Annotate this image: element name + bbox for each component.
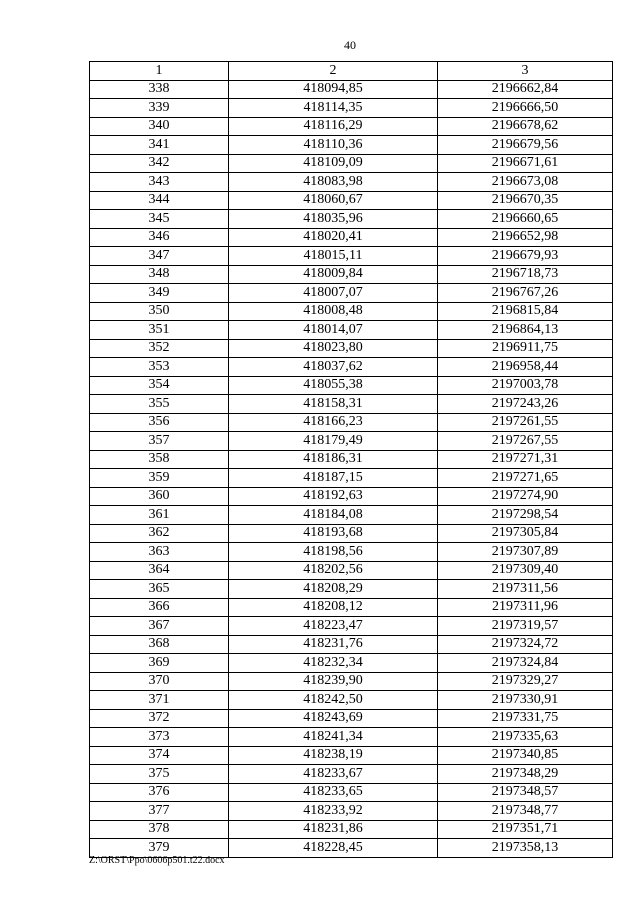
x-coordinate-cell: 418186,31 [229, 450, 438, 469]
y-coordinate-cell: 2197324,72 [438, 635, 613, 654]
point-number-cell: 363 [90, 543, 229, 562]
table-row [90, 580, 613, 599]
x-coordinate-cell: 418239,90 [229, 672, 438, 691]
table-row [90, 691, 613, 710]
table-row [90, 117, 613, 136]
table-row [90, 469, 613, 488]
point-number-cell: 361 [90, 506, 229, 525]
table-row [90, 265, 613, 284]
point-number-cell: 353 [90, 358, 229, 377]
y-coordinate-cell: 2196911,75 [438, 339, 613, 358]
table-row [90, 746, 613, 765]
footer-file-path: Z:\ORST\Ppo\0606p501.t22.docx [89, 855, 225, 866]
table-row [90, 617, 613, 636]
y-coordinate-cell: 2197330,91 [438, 691, 613, 710]
y-coordinate-cell: 2197298,54 [438, 506, 613, 525]
table-row [90, 820, 613, 839]
x-coordinate-cell: 418110,36 [229, 136, 438, 155]
x-coordinate-cell: 418055,38 [229, 376, 438, 395]
y-coordinate-cell: 2196679,93 [438, 247, 613, 266]
x-coordinate-cell: 418009,84 [229, 265, 438, 284]
point-number-cell: 355 [90, 395, 229, 414]
y-coordinate-cell: 2197340,85 [438, 746, 613, 765]
x-coordinate-cell: 418007,07 [229, 284, 438, 303]
y-coordinate-cell: 2197331,75 [438, 709, 613, 728]
table-row [90, 136, 613, 155]
page-number: 40 [344, 38, 356, 52]
y-coordinate-cell: 2196678,62 [438, 117, 613, 136]
y-coordinate-cell: 2197271,65 [438, 469, 613, 488]
y-coordinate-cell: 2197329,27 [438, 672, 613, 691]
table-row [90, 302, 613, 321]
point-number-cell: 347 [90, 247, 229, 266]
y-coordinate-cell: 2197261,55 [438, 413, 613, 432]
x-coordinate-cell: 418192,63 [229, 487, 438, 506]
table-row [90, 247, 613, 266]
x-coordinate-cell: 418060,67 [229, 191, 438, 210]
point-number-cell: 376 [90, 783, 229, 802]
y-coordinate-cell: 2196679,56 [438, 136, 613, 155]
x-coordinate-cell: 418208,29 [229, 580, 438, 599]
table-row [90, 543, 613, 562]
point-number-cell: 358 [90, 450, 229, 469]
y-coordinate-cell: 2197351,71 [438, 820, 613, 839]
column-header-1: 1 [90, 62, 229, 81]
table-row [90, 413, 613, 432]
table-row [90, 284, 613, 303]
point-number-cell: 356 [90, 413, 229, 432]
y-coordinate-cell: 2197348,29 [438, 765, 613, 784]
x-coordinate-cell: 418094,85 [229, 80, 438, 99]
table-row [90, 802, 613, 821]
x-coordinate-cell: 418116,29 [229, 117, 438, 136]
x-coordinate-cell: 418231,86 [229, 820, 438, 839]
y-coordinate-cell: 2197003,78 [438, 376, 613, 395]
point-number-cell: 372 [90, 709, 229, 728]
point-number-cell: 367 [90, 617, 229, 636]
point-number-cell: 371 [90, 691, 229, 710]
point-number-cell: 354 [90, 376, 229, 395]
point-number-cell: 379 [90, 839, 229, 858]
x-coordinate-cell: 418114,35 [229, 99, 438, 118]
table-row [90, 173, 613, 192]
x-coordinate-cell: 418158,31 [229, 395, 438, 414]
point-number-cell: 374 [90, 746, 229, 765]
x-coordinate-cell: 418243,69 [229, 709, 438, 728]
y-coordinate-cell: 2197307,89 [438, 543, 613, 562]
y-coordinate-cell: 2197319,57 [438, 617, 613, 636]
table-row [90, 450, 613, 469]
point-number-cell: 349 [90, 284, 229, 303]
point-number-cell: 377 [90, 802, 229, 821]
point-number-cell: 368 [90, 635, 229, 654]
coordinates-table [89, 61, 613, 858]
table-row [90, 395, 613, 414]
point-number-cell: 360 [90, 487, 229, 506]
point-number-cell: 365 [90, 580, 229, 599]
y-coordinate-cell: 2197309,40 [438, 561, 613, 580]
x-coordinate-cell: 418184,08 [229, 506, 438, 525]
table-row [90, 709, 613, 728]
y-coordinate-cell: 2196662,84 [438, 80, 613, 99]
point-number-cell: 344 [90, 191, 229, 210]
table-row [90, 654, 613, 673]
table-row [90, 339, 613, 358]
point-number-cell: 369 [90, 654, 229, 673]
x-coordinate-cell: 418083,98 [229, 173, 438, 192]
x-coordinate-cell: 418232,34 [229, 654, 438, 673]
x-coordinate-cell: 418035,96 [229, 210, 438, 229]
y-coordinate-cell: 2196660,65 [438, 210, 613, 229]
table-row [90, 376, 613, 395]
table-body [90, 62, 613, 858]
point-number-cell: 338 [90, 80, 229, 99]
point-number-cell: 341 [90, 136, 229, 155]
y-coordinate-cell: 2197243,26 [438, 395, 613, 414]
table-row [90, 210, 613, 229]
y-coordinate-cell: 2197311,96 [438, 598, 613, 617]
point-number-cell: 378 [90, 820, 229, 839]
x-coordinate-cell: 418179,49 [229, 432, 438, 451]
y-coordinate-cell: 2196815,84 [438, 302, 613, 321]
point-number-cell: 375 [90, 765, 229, 784]
table-row [90, 728, 613, 747]
table-row [90, 672, 613, 691]
x-coordinate-cell: 418187,15 [229, 469, 438, 488]
y-coordinate-cell: 2197271,31 [438, 450, 613, 469]
y-coordinate-cell: 2197267,55 [438, 432, 613, 451]
table-row [90, 783, 613, 802]
table-row [90, 191, 613, 210]
point-number-cell: 342 [90, 154, 229, 173]
table-row [90, 506, 613, 525]
table-row [90, 432, 613, 451]
x-coordinate-cell: 418228,45 [229, 839, 438, 858]
x-coordinate-cell: 418242,50 [229, 691, 438, 710]
column-header-2: 2 [229, 62, 438, 81]
point-number-cell: 352 [90, 339, 229, 358]
x-coordinate-cell: 418208,12 [229, 598, 438, 617]
table-row [90, 598, 613, 617]
table-row [90, 228, 613, 247]
y-coordinate-cell: 2197305,84 [438, 524, 613, 543]
point-number-cell: 345 [90, 210, 229, 229]
x-coordinate-cell: 418015,11 [229, 247, 438, 266]
table-row [90, 99, 613, 118]
point-number-cell: 362 [90, 524, 229, 543]
y-coordinate-cell: 2197324,84 [438, 654, 613, 673]
x-coordinate-cell: 418020,41 [229, 228, 438, 247]
y-coordinate-cell: 2196670,35 [438, 191, 613, 210]
x-coordinate-cell: 418037,62 [229, 358, 438, 377]
y-coordinate-cell: 2197274,90 [438, 487, 613, 506]
point-number-cell: 340 [90, 117, 229, 136]
y-coordinate-cell: 2197348,77 [438, 802, 613, 821]
y-coordinate-cell: 2196958,44 [438, 358, 613, 377]
y-coordinate-cell: 2196767,26 [438, 284, 613, 303]
x-coordinate-cell: 418223,47 [229, 617, 438, 636]
x-coordinate-cell: 418231,76 [229, 635, 438, 654]
y-coordinate-cell: 2196671,61 [438, 154, 613, 173]
table-row [90, 561, 613, 580]
x-coordinate-cell: 418202,56 [229, 561, 438, 580]
x-coordinate-cell: 418233,92 [229, 802, 438, 821]
table-row [90, 635, 613, 654]
x-coordinate-cell: 418023,80 [229, 339, 438, 358]
x-coordinate-cell: 418166,23 [229, 413, 438, 432]
y-coordinate-cell: 2197335,63 [438, 728, 613, 747]
x-coordinate-cell: 418241,34 [229, 728, 438, 747]
y-coordinate-cell: 2196864,13 [438, 321, 613, 340]
table-row [90, 765, 613, 784]
table-row [90, 80, 613, 99]
y-coordinate-cell: 2196652,98 [438, 228, 613, 247]
table-row [90, 524, 613, 543]
x-coordinate-cell: 418233,67 [229, 765, 438, 784]
point-number-cell: 370 [90, 672, 229, 691]
point-number-cell: 357 [90, 432, 229, 451]
y-coordinate-cell: 2196673,08 [438, 173, 613, 192]
table-row [90, 154, 613, 173]
x-coordinate-cell: 418008,48 [229, 302, 438, 321]
point-number-cell: 364 [90, 561, 229, 580]
point-number-cell: 366 [90, 598, 229, 617]
table-row [90, 358, 613, 377]
x-coordinate-cell: 418238,19 [229, 746, 438, 765]
y-coordinate-cell: 2196666,50 [438, 99, 613, 118]
x-coordinate-cell: 418198,56 [229, 543, 438, 562]
y-coordinate-cell: 2197311,56 [438, 580, 613, 599]
y-coordinate-cell: 2196718,73 [438, 265, 613, 284]
point-number-cell: 373 [90, 728, 229, 747]
table-row [90, 487, 613, 506]
point-number-cell: 359 [90, 469, 229, 488]
table-header-row [90, 62, 613, 81]
point-number-cell: 348 [90, 265, 229, 284]
y-coordinate-cell: 2197348,57 [438, 783, 613, 802]
point-number-cell: 339 [90, 99, 229, 118]
y-coordinate-cell: 2197358,13 [438, 839, 613, 858]
x-coordinate-cell: 418109,09 [229, 154, 438, 173]
x-coordinate-cell: 418233,65 [229, 783, 438, 802]
point-number-cell: 343 [90, 173, 229, 192]
point-number-cell: 346 [90, 228, 229, 247]
x-coordinate-cell: 418193,68 [229, 524, 438, 543]
column-header-3: 3 [438, 62, 613, 81]
table-row [90, 321, 613, 340]
point-number-cell: 350 [90, 302, 229, 321]
point-number-cell: 351 [90, 321, 229, 340]
x-coordinate-cell: 418014,07 [229, 321, 438, 340]
